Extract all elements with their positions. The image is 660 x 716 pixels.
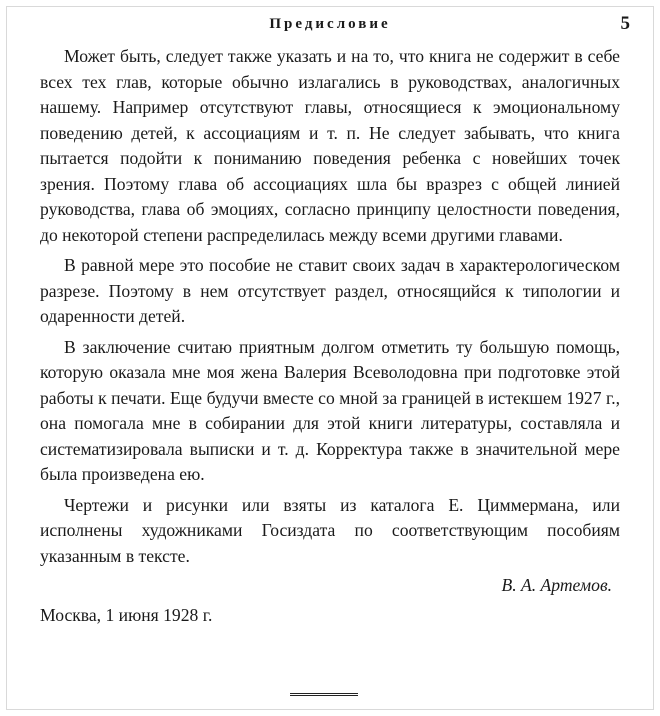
paragraph-3 — [40, 335, 620, 488]
preface-body — [40, 44, 620, 628]
page-number: 5 — [620, 13, 630, 34]
paragraph-2 — [40, 253, 620, 330]
paragraph-1 — [40, 44, 620, 248]
paragraph-2-text: В равной мере это пособие не ставит своих задач в характерологическом разрезе. Поэтому в нем отсутствует раздел, относящийся к типологии и одаренности детей. — [40, 255, 620, 326]
paragraph-4 — [40, 493, 620, 570]
running-title: Предисловие — [269, 16, 391, 32]
paragraph-1-text: Может быть, следует также указать и на то, что книга не содержит в себе всех тех глав, которые обычно излагались в руководствах, аналогичных нашему. Например отсутствуют главы, относящиеся к эмоциональному поведению детей, к ассоциациям и т. п. Не следует забывать, что книга пытается подойти к пониманию поведения ребенка с новейших точек зрения. Поэтому глава об ассоциациях шла бы вразрез с общей линией руководства, глава об эмоциях, согласно принципу целостности поведения, до некоторой степени распределилась между всеми другими главами. — [40, 46, 620, 245]
page-header — [30, 10, 630, 36]
paragraph-4-text: Чертежи и рисунки или взяты из каталога Е. Циммермана, или исполнены художниками Госиздата по соответствующим пособиям указанным в тексте. — [40, 494, 620, 566]
end-rule — [290, 693, 358, 696]
author-signature: В. А. Артемов. — [501, 575, 612, 595]
paragraph-3-text: В заключение считаю приятным долгом отметить ту большую помощь, которую оказала мне моя жена Валерия Всеволодовна при подготовке этой работы к печати. Еще будучи вместе со мной за границей в истекшем 1927 г., она помогала мне в собирании для этой книги литературы, составляла и систематизировала выписки и т. д. Корректура также в значительной мере была произведена ею. — [40, 336, 620, 484]
place-date: Москва, 1 июня 1928 г. — [40, 604, 213, 625]
